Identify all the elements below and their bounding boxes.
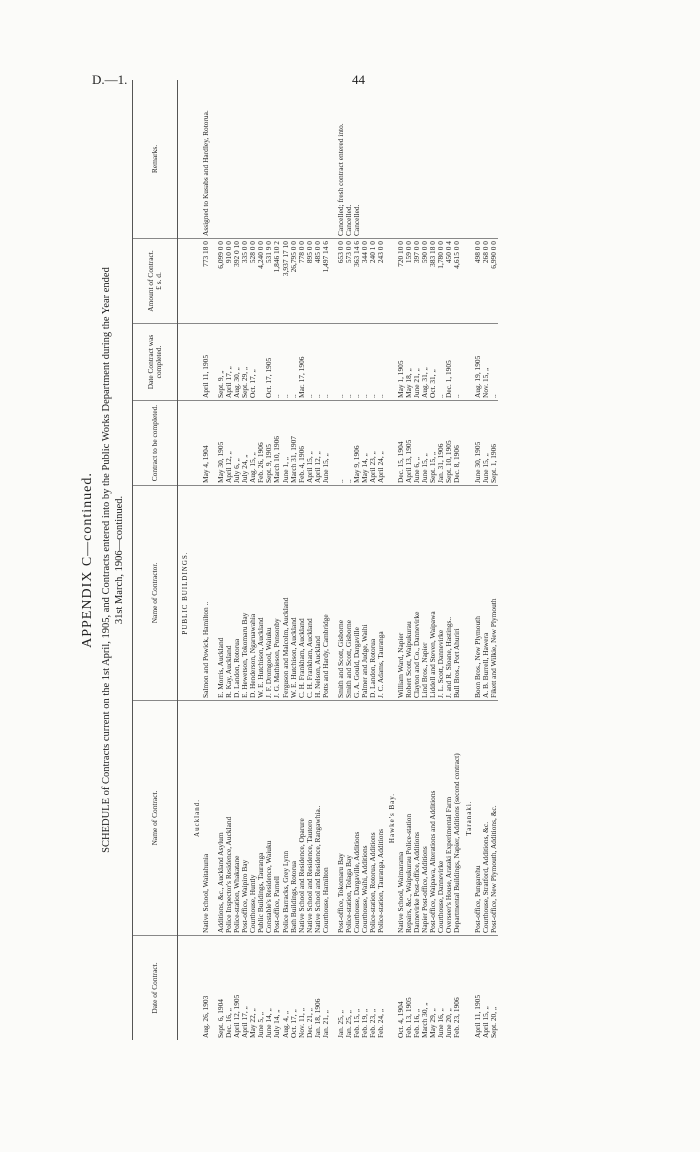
section-label: Hawke's Bay. — [385, 701, 397, 936]
cell-remarks — [453, 80, 461, 239]
cell-name: Napier Post-office, Additions — [421, 701, 429, 936]
cell-amount: 531 9 0 — [265, 239, 273, 324]
cell-contractor: J. C. Adams, Tauranga — [377, 486, 385, 701]
cell-name: Public Buildings, Tauranga — [257, 701, 265, 936]
cell-remarks — [437, 80, 445, 239]
cell-completed: June 21, „ — [413, 324, 421, 401]
cell-name: Post-office, Waipawa, Alterations and Additions — [429, 701, 437, 936]
cell-amount: 26,795 0 0 — [290, 239, 298, 324]
cell-complete: Sept. 1, 1906 — [490, 401, 498, 486]
cell-date: Aug. 26, 1903 — [201, 995, 211, 1038]
cell-contractor: Robert Scott, Waipukurau — [405, 486, 413, 701]
cell-date: June 16, „ — [436, 1008, 446, 1038]
cell-name: Courthouse, Waihi, Additions — [361, 701, 369, 936]
cell-contractor: H. Nelson, Auckland — [314, 486, 322, 701]
cell-contractor: Smith and Scott, Gisborne — [337, 486, 345, 701]
cell-complete: April 12, „ — [314, 401, 322, 486]
cell-name: Native School, Waitahunia — [202, 701, 210, 936]
cell-contractor: D. Landon, Rotorua — [233, 486, 241, 701]
table-row — [490, 80, 498, 1040]
cell-name: Additions, &c., Auckland Asylum — [217, 701, 225, 936]
cell-complete: June 15, „ — [322, 401, 330, 486]
cell-date: Feb. 23, 1906 — [452, 997, 462, 1038]
cell-date: April 17, „ — [240, 1006, 250, 1038]
cell-name: Native School and Residence, Rangawhia.. — [314, 701, 322, 936]
cell-complete: July 24, „ — [241, 401, 249, 486]
cell-date: Sept. 20, „ — [488, 1006, 498, 1038]
table-row — [322, 80, 330, 1040]
cell-amount: 6,990 0 0 — [490, 239, 498, 324]
cell-date: June 14, „ — [264, 1008, 274, 1038]
schedule-title-line-2: 31st March, 1906—continued. — [114, 495, 125, 625]
cell-completed: .. — [361, 324, 369, 401]
cell-date: May 29, „ — [428, 1008, 438, 1038]
cell-contractor: A. B. Burrell, Hawera — [482, 486, 490, 701]
cell-date: Oct. 4, 1904 — [396, 1001, 406, 1038]
cell-complete: July 6, „ — [233, 401, 241, 486]
cell-completed: Aug. 31, „ — [421, 324, 429, 401]
schedule-title-line-1: SCHEDULE of Contracts current on the 1st April, 1905, and Contracts entered into by the Public Works Department during the Year ended — [101, 267, 112, 853]
cell-completed: May 1, 1905 — [397, 324, 405, 401]
cell-completed: .. — [337, 324, 345, 401]
cell-complete: Feb. 26, 1906 — [257, 401, 265, 486]
cell-contractor: Potts and Hardy, Cambridge — [322, 486, 330, 701]
cell-complete: April 15, „ — [306, 401, 314, 486]
cell-completed: Aug. 30, „ — [233, 324, 241, 401]
cell-complete: March 10, 1906 — [273, 401, 281, 486]
cell-complete: May 4, 1904 — [202, 401, 210, 486]
page-code: D.—1. — [92, 72, 128, 87]
cell-remarks — [322, 80, 330, 239]
cell-remarks: Cancelled; fresh contract entered into. — [337, 80, 345, 239]
cell-name: Repairs, &c., Waipukurau Police-station — [405, 701, 413, 936]
cell-remarks — [298, 80, 306, 239]
section-public-buildings — [178, 80, 191, 1040]
cell-remarks — [397, 80, 405, 239]
cell-name: Departmental Buildings, Napier, Additions (second contract) — [453, 701, 461, 936]
cell-completed: .. — [437, 324, 445, 401]
col-amount-header — [133, 239, 178, 324]
cell-completed: .. — [377, 324, 385, 401]
cell-remarks — [421, 80, 429, 239]
col-amount-label: Amount of Contract. — [145, 250, 155, 312]
cell-amount: 720 10 0 — [397, 239, 405, 324]
cell-contractor: Palmer and Judge, Waihi — [361, 486, 369, 701]
cell-name: Post-office, Tokomaru Bay — [337, 701, 345, 936]
col-contractor-header: Name of Contractor. — [133, 486, 178, 701]
col-completed-header: Date Contract was completed. — [133, 324, 178, 401]
cell-date: May 22, „ — [248, 1008, 258, 1038]
cell-amount: 485 0 0 — [314, 239, 322, 324]
cell-name: Post-office, Pungarehu — [474, 701, 482, 936]
cell-name: Police-station, Tauranga, Additions — [377, 701, 385, 936]
cell-completed: Mar. 17, 1906 — [298, 324, 306, 401]
cell-completed: .. — [353, 324, 361, 401]
cell-completed: Aug. 19, 1905 — [474, 324, 482, 401]
cell-contractor: J. G. Mathieson, Ponsonby — [273, 486, 281, 701]
cell-remarks — [377, 80, 385, 239]
cell-complete: Aug. 15, „ — [249, 401, 257, 486]
cell-date: Jan. 25, „ — [335, 1010, 345, 1038]
cell-complete: .. — [345, 401, 353, 486]
cell-amount: 335 0 0 — [241, 239, 249, 324]
cell-remarks — [282, 80, 290, 239]
cell-remarks — [482, 80, 490, 239]
table-row — [453, 80, 461, 1040]
cell-contractor: E. Morris, Auckland — [217, 486, 225, 701]
cell-completed: .. — [453, 324, 461, 401]
cell-contractor: Salmon and Powick, Hamilton .. — [202, 486, 210, 701]
cell-amount: 1,780 0 0 — [437, 239, 445, 324]
cell-amount: 590 0 0 — [421, 239, 429, 324]
cell-date: April 12, 1905 — [232, 994, 242, 1038]
appendix-title: APPENDIX C—continued. — [80, 472, 95, 648]
cell-amount: 268 0 0 — [482, 239, 490, 324]
cell-contractor: Fikett and Wilkie, New Plymouth — [490, 486, 498, 701]
cell-completed: Sept. 9, „ — [217, 324, 225, 401]
cell-date: June 20, „ — [444, 1008, 454, 1038]
cell-amount: 344 0 0 — [361, 239, 369, 324]
cell-amount: 498 0 0 — [474, 239, 482, 324]
cell-complete: Jan. 31, 1906 — [437, 401, 445, 486]
cell-completed: .. — [314, 324, 322, 401]
cell-amount: 1,846 10 2 — [273, 239, 281, 324]
cell-amount: 243 0 0 — [377, 239, 385, 324]
cell-completed: .. — [322, 324, 330, 401]
cell-amount: 4,615 0 0 — [453, 239, 461, 324]
cell-contractor: R. Kay, Auckland — [225, 486, 233, 701]
cell-date: Feb. 19, „ — [359, 1008, 369, 1038]
cell-remarks: Cancelled. — [353, 80, 361, 239]
cell-amount: 159 0 0 — [405, 239, 413, 324]
cell-complete: June 6, „ — [413, 401, 421, 486]
col-amount-units: £ s. d. — [154, 272, 163, 290]
cell-completed: April 11, 1905 — [202, 324, 210, 401]
cell-amount: 363 14 6 — [353, 239, 361, 324]
cell-amount: 392 0 10 — [233, 239, 241, 324]
section-label: Taranaki. — [462, 701, 474, 936]
cell-name: Police-station, Rotorua, Additions — [369, 701, 377, 936]
cell-amount: 450 0 4 — [445, 239, 453, 324]
cell-name: Post-office, Parnell — [273, 701, 281, 936]
cell-contractor: W. E. Hutchison, Auckland — [257, 486, 265, 701]
cell-name: Police Inspector's Residence, Auckland — [225, 701, 233, 936]
cell-contractor: Clayton and Co., Dannevirke — [413, 486, 421, 701]
cell-contractor: Ferguson and Malcolm, Auckland — [282, 486, 290, 701]
cell-contractor: W. E. Hutchison, Auckland — [290, 486, 298, 701]
cell-remarks: Cancelled. — [345, 80, 353, 239]
cell-date: Oct. 17, „ — [288, 1009, 298, 1038]
cell-remarks — [265, 80, 273, 239]
cell-completed: .. — [369, 324, 377, 401]
cell-remarks — [413, 80, 421, 239]
cell-amount: 240 1 0 — [369, 239, 377, 324]
cell-contractor: C. H. Frankham, Auckland — [306, 486, 314, 701]
col-name-header: Name of Contract. — [133, 701, 178, 936]
cell-name: Post-office, Waipiro Bay — [241, 701, 249, 936]
table-body — [178, 80, 498, 1040]
cell-complete: April 13, 1905 — [405, 401, 413, 486]
cell-remarks — [474, 80, 482, 239]
cell-completed: .. — [306, 324, 314, 401]
cell-complete: Feb. 4, 1906 — [298, 401, 306, 486]
cell-date: Feb. 15, „ — [351, 1008, 361, 1038]
col-date-header: Date of Contract. — [133, 936, 178, 1041]
cell-remarks — [429, 80, 437, 239]
cell-complete: Sept. 9, 1905 — [265, 401, 273, 486]
cell-remarks: Assigned to Kusabs and Hardley, Rotorua. — [202, 80, 210, 239]
cell-completed: .. — [273, 324, 281, 401]
cell-contractor: G. A. Gould, Dargaville — [353, 486, 361, 701]
cell-amount: 895 0 0 — [306, 239, 314, 324]
cell-amount: 778 0 0 — [298, 239, 306, 324]
cell-completed: Oct. 17, 1905 — [265, 324, 273, 401]
col-complete-header: Contract to be completed. — [133, 401, 178, 486]
cell-completed: Nov. 15, „ — [482, 324, 490, 401]
cell-complete: April 12, „ — [225, 401, 233, 486]
cell-amount: 573 0 0 — [345, 239, 353, 324]
table-row — [377, 80, 385, 1040]
cell-complete: March 31, 1907 — [290, 401, 298, 486]
section-taranaki — [462, 80, 474, 1040]
cell-contractor: C. H. Frankham, Auckland — [298, 486, 306, 701]
table-row — [202, 80, 210, 1040]
section-label: PUBLIC BUILDINGS. — [178, 486, 191, 701]
cell-name: Courthouse, Dannevirke — [437, 701, 445, 936]
cell-contractor: Bull Bros., Port Ahuriri — [453, 486, 461, 701]
cell-completed: .. — [290, 324, 298, 401]
cell-complete: May 9, 1906 — [353, 401, 361, 486]
schedule-title — [100, 80, 126, 1040]
cell-remarks — [314, 80, 322, 239]
cell-date: March 30, „ — [420, 1002, 430, 1038]
page-number: 44 — [352, 72, 365, 87]
cell-complete: Sept. 10, 1905 — [445, 401, 453, 486]
cell-date: April 15, „ — [480, 1006, 490, 1038]
cell-name: Police-station, Tolaga Bay — [345, 701, 353, 936]
cell-complete: June 30, 1905 — [474, 401, 482, 486]
cell-date: Aug. 4, „ — [280, 1010, 290, 1038]
cell-completed: Sept. 29, „ — [241, 324, 249, 401]
cell-name: Constable's Residence, Waiuku — [265, 701, 273, 936]
cell-date: Jan. 18, 1906 — [312, 998, 322, 1038]
cell-complete: May 30, 1905 — [217, 401, 225, 486]
cell-remarks — [233, 80, 241, 239]
cell-amount: 528 0 0 — [249, 239, 257, 324]
cell-contractor: Lind Bros., Napier — [421, 486, 429, 701]
cell-date: Sept. 6, 1904 — [216, 998, 226, 1038]
cell-contractor: J. and R. Sloane, Hastings.. — [445, 486, 453, 701]
cell-completed: Oct. 31, „ — [429, 324, 437, 401]
cell-contractor: J. F. Dromgool, Waiuku — [265, 486, 273, 701]
cell-amount: 4,240 0 0 — [257, 239, 265, 324]
cell-contractor: D. Landon, Rotorua — [369, 486, 377, 701]
cell-completed: .. — [490, 324, 498, 401]
cell-contractor: E. Hewetson, Tokomaru Bay — [241, 486, 249, 701]
cell-name: Dannevirke Post-office, Additions — [413, 701, 421, 936]
cell-complete: June 15, „ — [482, 401, 490, 486]
cell-contractor: Smith and Scott, Gisborne — [345, 486, 353, 701]
cell-remarks — [249, 80, 257, 239]
cell-remarks — [257, 80, 265, 239]
cell-date: Nov. 11, „ — [296, 1007, 306, 1038]
cell-completed: May 18, „ — [405, 324, 413, 401]
cell-date: Dec. 21, „ — [304, 1008, 314, 1038]
cell-completed: Dec. 1, 1905 — [445, 324, 453, 401]
section-label: Auckland. — [190, 701, 202, 936]
cell-amount: 3,937 17 10 — [282, 239, 290, 324]
cell-contractor: Liddell and Steven, Waipawa — [429, 486, 437, 701]
cell-amount: 910 0 0 — [225, 239, 233, 324]
cell-date: Jan. 21, „ — [320, 1010, 330, 1038]
cell-remarks — [361, 80, 369, 239]
cell-amount: 773 18 0 — [202, 239, 210, 324]
cell-name: Post-office, New Plymouth, Additions, &c. — [490, 701, 498, 936]
cell-complete: .. — [337, 401, 345, 486]
cell-date: Feb. 13, 1905 — [404, 997, 414, 1038]
cell-amount: 6,099 0 0 — [217, 239, 225, 324]
cell-remarks — [445, 80, 453, 239]
cell-completed: .. — [345, 324, 353, 401]
cell-complete: June 15, „ — [421, 401, 429, 486]
cell-name: Native School and Residence, Oparure — [298, 701, 306, 936]
contracts-table — [132, 80, 498, 1040]
cell-complete: May 14, „ — [361, 401, 369, 486]
cell-name: Courthouse, Huntly — [249, 701, 257, 936]
cell-complete: Dec. 8, 1906 — [453, 401, 461, 486]
cell-date: June 5, „ — [256, 1011, 266, 1038]
cell-date: Feb. 16, „ — [412, 1008, 422, 1038]
cell-date: Dec. 16, „ — [224, 1008, 234, 1038]
cell-contractor: J. L. Scott, Dannevirke — [437, 486, 445, 701]
cell-name: Native School, Waimarama — [397, 701, 405, 936]
cell-name: Courthouse, Hamilton — [322, 701, 330, 936]
cell-remarks — [217, 80, 225, 239]
cell-remarks — [290, 80, 298, 239]
cell-complete: Dec. 15, 1904 — [397, 401, 405, 486]
cell-name: Courthouse, Stratford, Additions, &c. — [482, 701, 490, 936]
cell-amount: 1,497 14 6 — [322, 239, 330, 324]
cell-complete: Sept. 15, „ — [429, 401, 437, 486]
cell-remarks — [405, 80, 413, 239]
cell-amount: 397 0 0 — [413, 239, 421, 324]
table-header-row — [133, 80, 178, 1040]
cell-name: Native School and Residence, Tautoro — [306, 701, 314, 936]
cell-contractor: D. Henderson, Ngaruawahia — [249, 486, 257, 701]
cell-remarks — [369, 80, 377, 239]
cell-complete: April 24, „ — [377, 401, 385, 486]
cell-amount: 383 18 0 — [429, 239, 437, 324]
cell-complete: June 1, „ — [282, 401, 290, 486]
cell-date: Feb. 23, „ — [367, 1008, 377, 1038]
cell-remarks — [273, 80, 281, 239]
cell-date: Jan. 25, „ — [343, 1010, 353, 1038]
cell-contractor: William Ward, Napier — [397, 486, 405, 701]
cell-remarks — [490, 80, 498, 239]
col-remarks-header: Remarks. — [133, 80, 178, 239]
cell-remarks — [225, 80, 233, 239]
cell-name: Courthouse, Dargaville, Additions — [353, 701, 361, 936]
cell-complete: April 23, „ — [369, 401, 377, 486]
cell-completed: .. — [282, 324, 290, 401]
cell-remarks — [241, 80, 249, 239]
cell-completed: Oct. 17, „ — [249, 324, 257, 401]
cell-name: Overseer's House, Arataki Experimental Farm — [445, 701, 453, 936]
cell-contractor: Boon Bros., New Plymouth — [474, 486, 482, 701]
cell-name: Bath Buildings, Rotorua — [290, 701, 298, 936]
cell-name: Police-station, Whakatane — [233, 701, 241, 936]
rotated-document — [80, 80, 620, 1040]
cell-remarks — [306, 80, 314, 239]
cell-completed: April 17, „ — [225, 324, 233, 401]
cell-date: July 14, „ — [272, 1009, 282, 1038]
cell-amount: 653 0 0 — [337, 239, 345, 324]
cell-date: April 11, 1905 — [472, 994, 482, 1038]
cell-date: Feb. 24, „ — [376, 1008, 386, 1038]
cell-name: Police Barracks, Grey Lynn — [282, 701, 290, 936]
